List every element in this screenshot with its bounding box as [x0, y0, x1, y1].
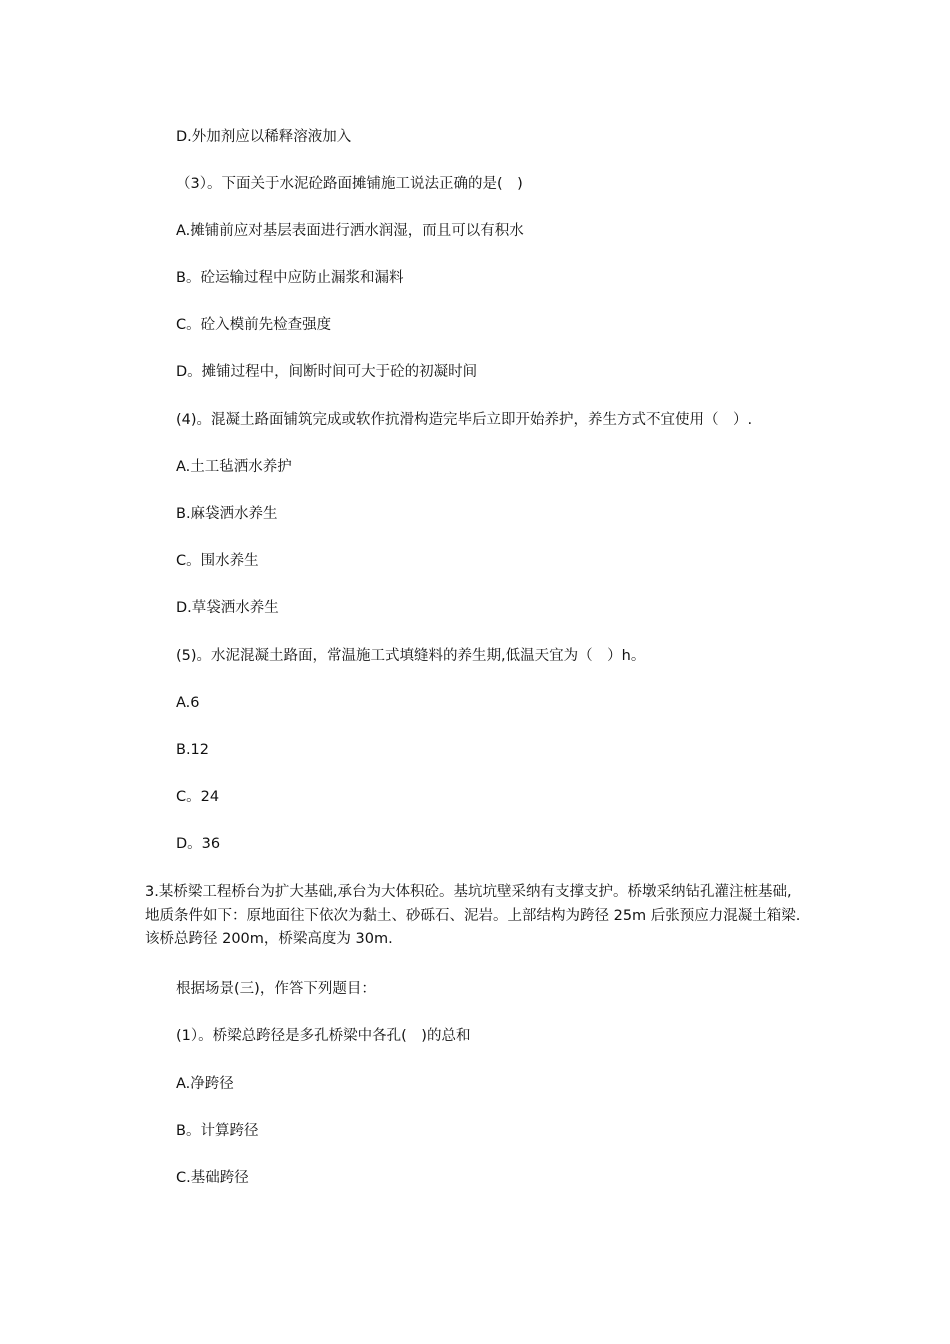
option-a: A.净跨径	[176, 1076, 234, 1092]
option-d: D。摊铺过程中，间断时间可大于砼的初凝时间	[176, 364, 478, 380]
question-3-intro: 3.某桥梁工程桥台为扩大基础,承台为大体积砼。基坑坑壁采纳有支撑支护。桥墩采纳钻孔灌注桩基础,地质条件如下：原地面往下依次为黏土、砂砾石、泥岩。上部结构为跨径 25m 后张预应力混凝土箱梁.该桥总跨径 200m，桥梁高度为 30m.	[145, 884, 801, 947]
scenario-instruction: 根据场景(三)，作答下列题目：	[176, 981, 376, 997]
option-b: B。砼运输过程中应防止漏浆和漏料	[176, 270, 404, 286]
option-b: B。计算跨径	[176, 1123, 259, 1139]
option-d: D。36	[176, 836, 221, 852]
question-stem-4: (4)。混凝土路面铺筑完成或软作抗滑构造完毕后立即开始养护，养生方式不宜使用（ ）.	[176, 412, 753, 428]
option-a: A.土工毡洒水养护	[176, 459, 292, 475]
option-c: C。围水养生	[176, 553, 259, 569]
option-d: D.草袋洒水养生	[176, 600, 279, 616]
option-a: A.摊铺前应对基层表面进行洒水润湿，而且可以有积水	[176, 223, 524, 239]
option-c: C。24	[176, 789, 220, 805]
question-stem-5: (5)。水泥混凝土路面，常温施工式填缝料的养生期,低温天宜为（ ）h。	[176, 648, 646, 664]
option-d: D.外加剂应以稀释溶液加入	[176, 129, 352, 145]
question-stem-3: （3）。下面关于水泥砼路面摊铺施工说法正确的是( )	[176, 176, 523, 192]
option-a: A.6	[176, 695, 200, 711]
option-b: B.麻袋洒水养生	[176, 506, 278, 522]
option-b: B.12	[176, 742, 210, 758]
option-c: C。砼入模前先检查强度	[176, 317, 332, 333]
option-c: C.基础跨径	[176, 1170, 249, 1186]
question-stem-1: (1）。桥梁总跨径是多孔桥梁中各孔( )的总和	[176, 1028, 471, 1044]
